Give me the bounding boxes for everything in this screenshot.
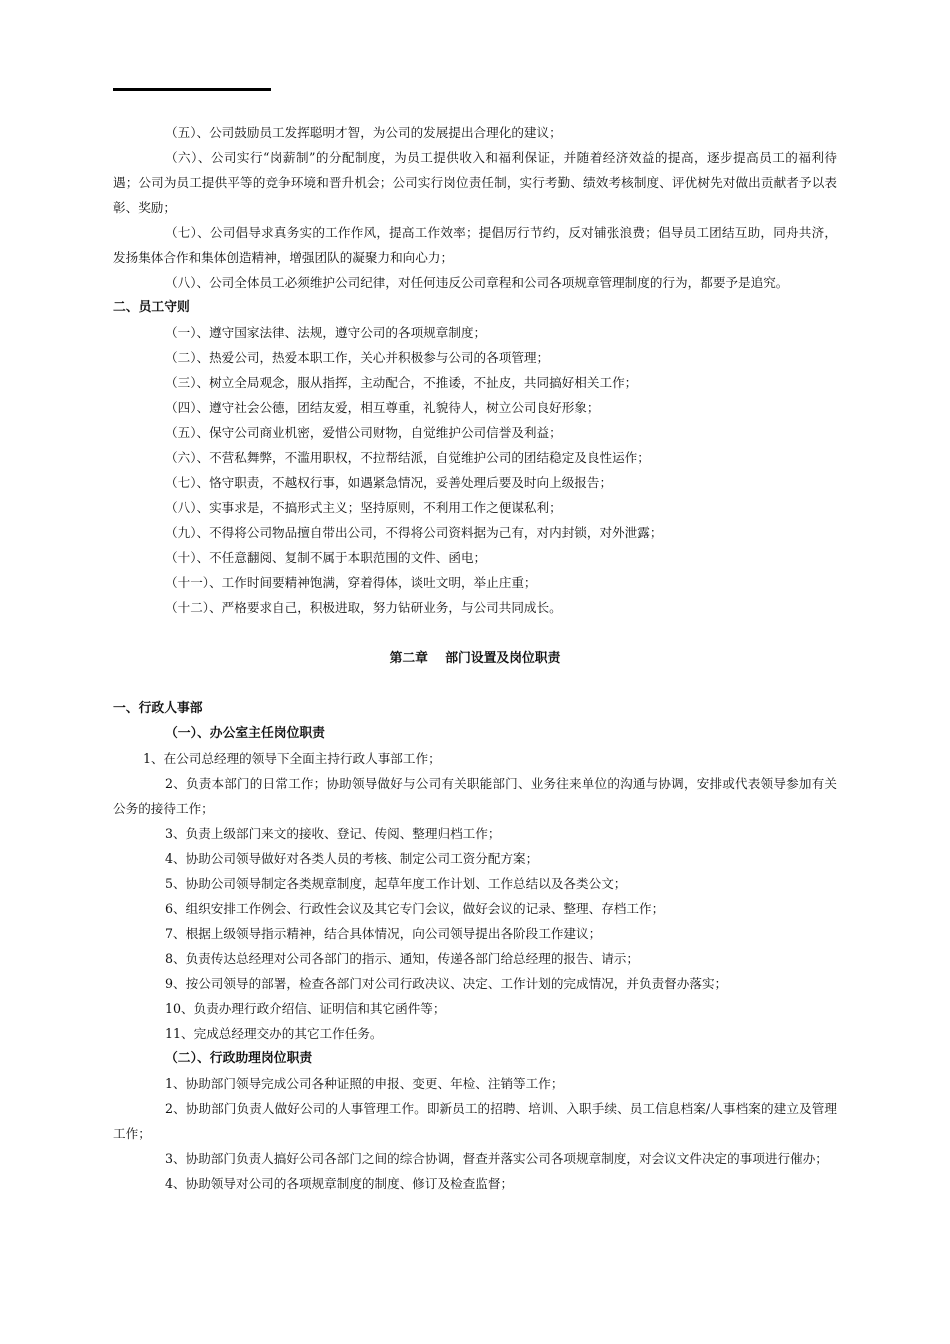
section-title-employee-rules: 二、员工守则: [113, 300, 190, 315]
duty-item: 9、按公司领导的部署，检查各部门对公司行政决议、决定、工作计划的完成情况，并负责督办落实；: [165, 976, 728, 991]
duty-item: 8、负责传达总经理对公司各部门的指示、通知，传递各部门给总经理的报告、请示；: [165, 951, 639, 966]
duty-item: 10、负责办理行政介绍信、证明信和其它函件等；: [165, 1001, 446, 1016]
document-body: [113, 120, 837, 1196]
rule-item: （七）、恪守职责，不越权行事，如遇紧急情况，妥善处理后要及时向上级报告；: [165, 475, 613, 490]
duty-item: 3、协助部门负责人搞好公司各部门之间的综合协调，督查并落实公司各项规章制度，对会议文件决定的事项进行催办；: [165, 1151, 828, 1166]
duty-item: 5、协助公司领导制定各类规章制度，起草年度工作计划、工作总结以及各类公文；: [165, 876, 627, 891]
rule-item: （十一）、工作时间要精神饱满，穿着得体，谈吐文明，举止庄重；: [165, 575, 537, 590]
header-rule: [113, 88, 271, 91]
rule-item: （二）、热爱公司，热爱本职工作，关心并积极参与公司的各项管理；: [165, 350, 550, 365]
paragraph-5: （五）、公司鼓励员工发挥聪明才智，为公司的发展提出合理化的建议；: [165, 125, 562, 140]
director-duties-title: （一）、办公室主任岗位职责: [165, 726, 325, 741]
rule-item: （三）、树立全局观念，服从指挥，主动配合，不推诿，不扯皮，共同搞好相关工作；: [165, 375, 638, 390]
rule-item: （九）、不得将公司物品擅自带出公司，不得将公司资料据为己有，对内封锁，对外泄露；: [165, 525, 663, 540]
paragraph-6: （六）、公司实行“岗薪制”的分配制度，为员工提供收入和福利保证，并随着经济效益的提高，逐步提高员工的福利待遇；公司为员工提供平等的竞争环境和晋升机会；公司实行岗位责任制，实行考勤、绩效考核制度、评优树先对做出贡献者予以表彰、奖励；: [113, 150, 837, 215]
rule-item: （四）、遵守社会公德，团结友爱，相互尊重，礼貌待人，树立公司良好形象；: [165, 400, 600, 415]
assistant-duties-title: （二）、行政助理岗位职责: [165, 1051, 313, 1066]
duty-item: 2、负责本部门的日常工作；协助领导做好与公司有关职能部门、业务往来单位的沟通与协调，安排或代表领导参加有关公务的接待工作；: [113, 776, 837, 816]
duty-item: 6、组织安排工作例会、行政性会议及其它专门会议，做好会议的记录、整理、存档工作；: [165, 901, 665, 916]
duty-item: 1、协助部门领导完成公司各种证照的申报、变更、年检、注销等工作；: [165, 1076, 564, 1091]
duty-item: 3、负责上级部门来文的接收、登记、传阅、整理归档工作；: [165, 826, 501, 841]
rule-item: （五）、保守公司商业机密，爱惜公司财物，自觉维护公司信誉及利益；: [165, 425, 562, 440]
rule-item: （十）、不任意翻阅、复制不属于本职范围的文件、函电；: [165, 550, 487, 565]
rule-item: （一）、遵守国家法律、法规，遵守公司的各项规章制度；: [165, 325, 487, 340]
duty-item: 4、协助领导对公司的各项规章制度的制度、修订及检查监督；: [165, 1176, 514, 1191]
paragraph-7: （七）、公司倡导求真务实的工作作风，提高工作效率；提倡厉行节约，反对铺张浪费；倡导员工团结互助，同舟共济，发扬集体合作和集体创造精神，增强团队的凝聚力和向心力；: [113, 225, 837, 265]
duty-item: 4、协助公司领导做好对各类人员的考核、制定公司工资分配方案；: [165, 851, 539, 866]
rule-item: （十二）、严格要求自己，积极进取，努力钻研业务，与公司共同成长。: [165, 600, 562, 615]
duty-item: 2、协助部门负责人做好公司的人事管理工作。即新员工的招聘、培训、入职手续、员工信息档案/人事档案的建立及管理工作；: [113, 1101, 837, 1141]
department-title: 一、行政人事部: [113, 701, 203, 716]
duty-item: 1、在公司总经理的领导下全面主持行政人事部工作；: [143, 751, 441, 766]
duty-item: 11、完成总经理交办的其它工作任务。: [165, 1026, 383, 1041]
duty-item: 7、根据上级领导指示精神，结合具体情况，向公司领导提出各阶段工作建议；: [165, 926, 602, 941]
rule-item: （六）、不营私舞弊，不滥用职权，不拉帮结派，自觉维护公司的团结稳定及良性运作；: [165, 450, 650, 465]
rule-item: （八）、实事求是，不搞形式主义；坚持原则，不利用工作之便谋私利；: [165, 500, 562, 515]
chapter-title: 第二章 部门设置及岗位职责: [389, 651, 561, 666]
paragraph-8: （八）、公司全体员工必须维护公司纪律，对任何违反公司章程和公司各项规章管理制度的行为，都要予是追究。: [165, 275, 789, 290]
